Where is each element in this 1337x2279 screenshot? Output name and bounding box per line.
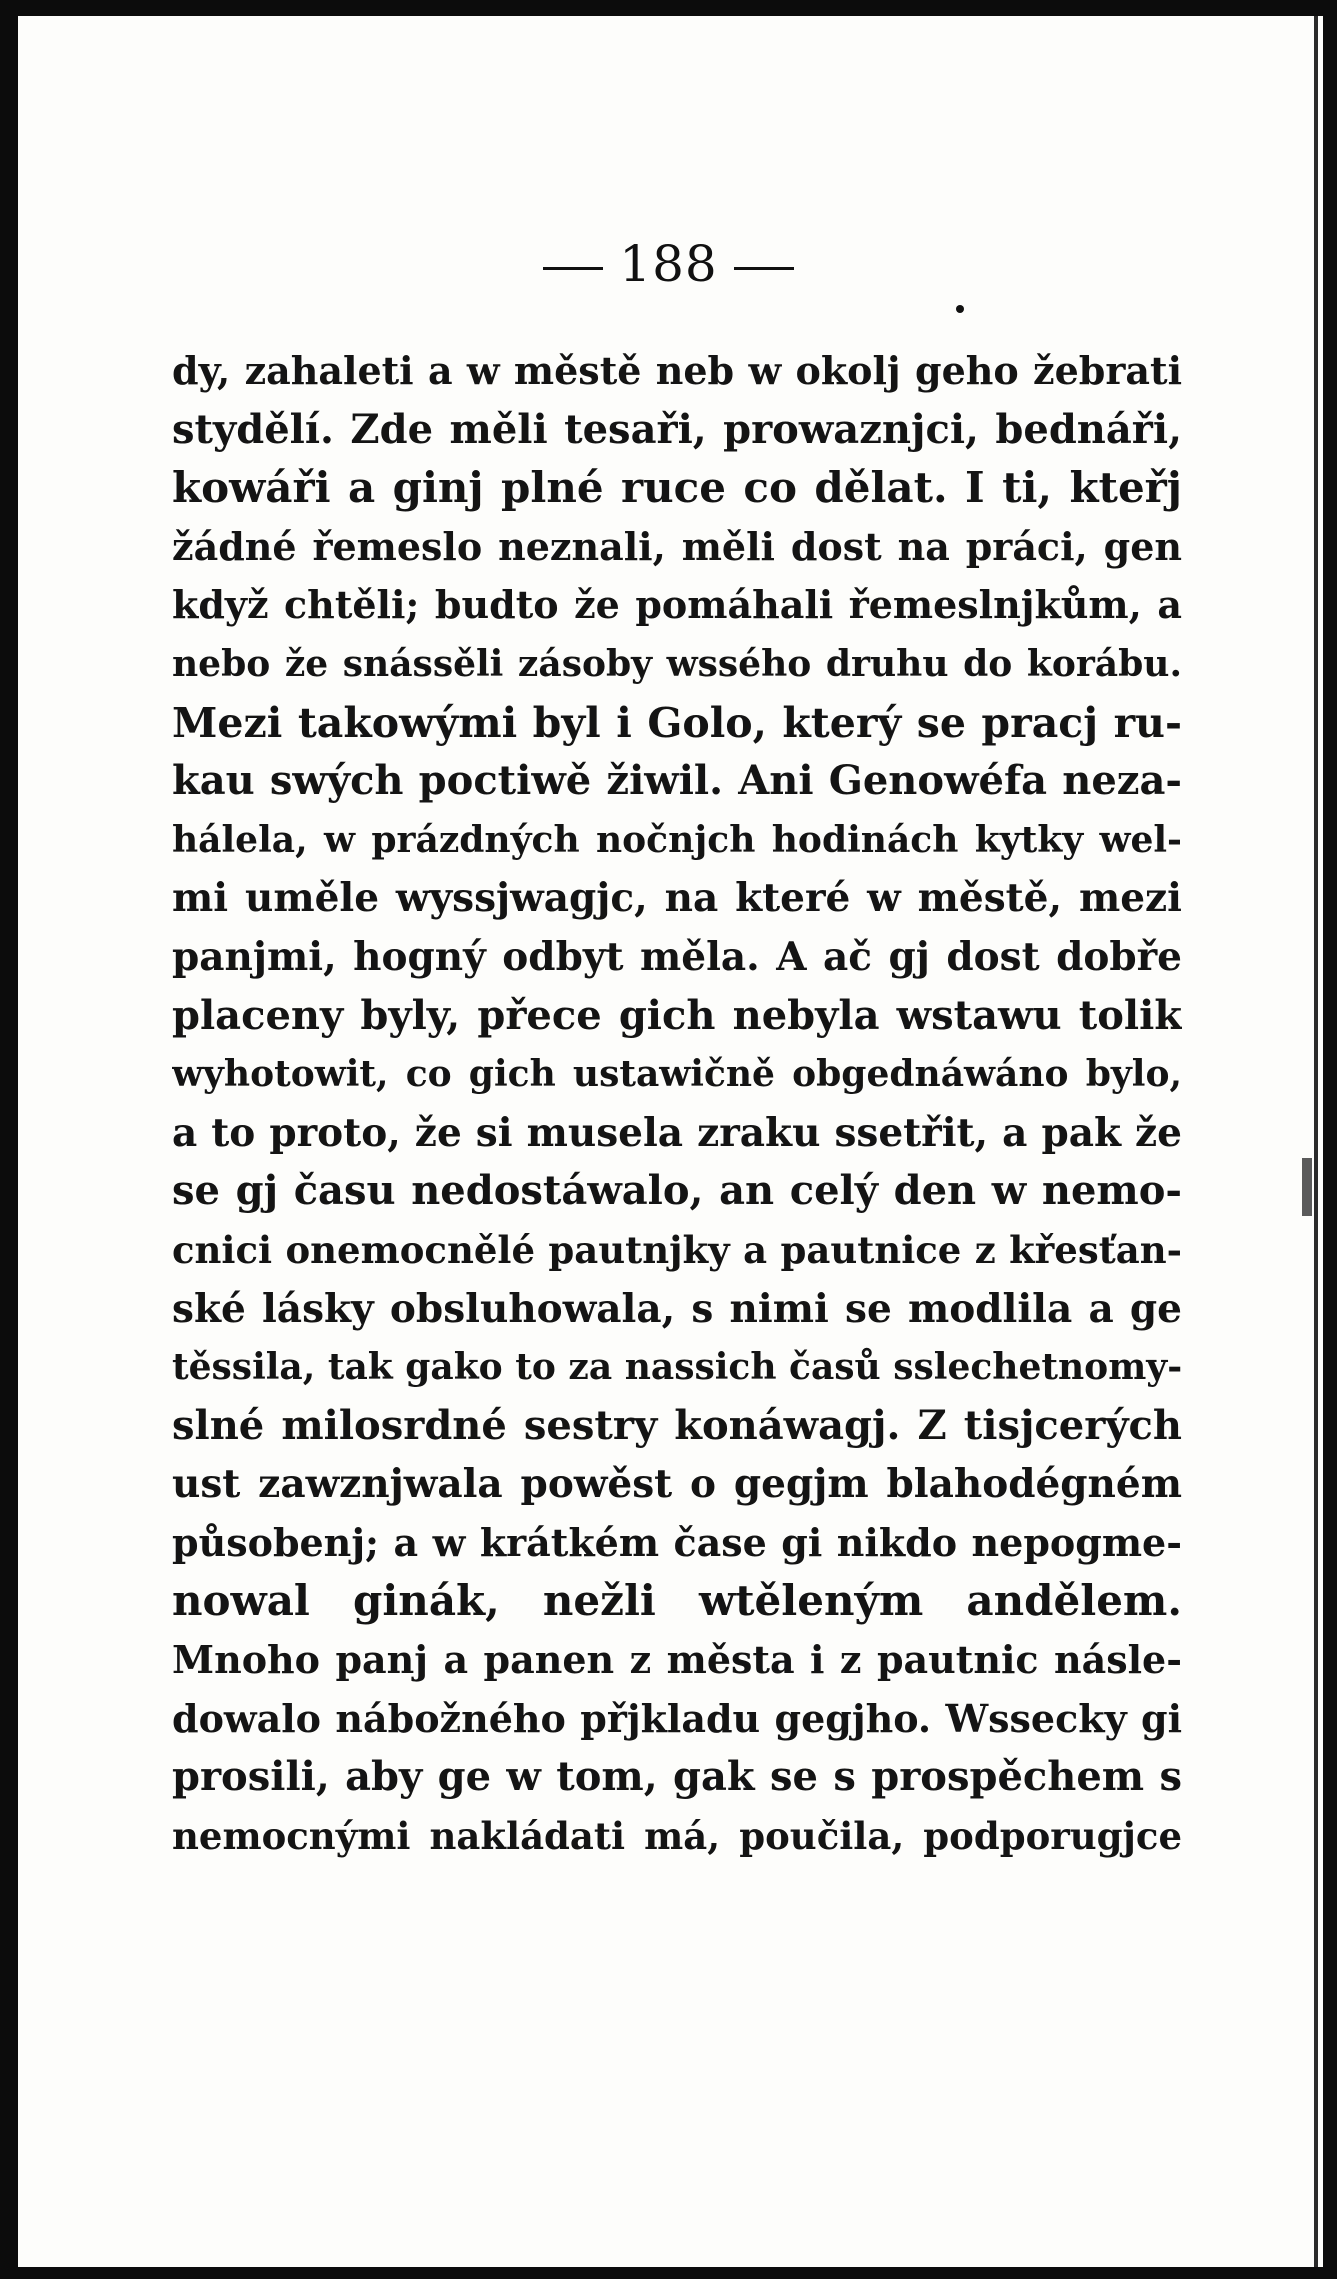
- text-line: kowáři a ginj plné ruce co dělat. I ti, kteřj: [172, 463, 1182, 513]
- text-line: panjmi, hogný odbyt měla. A ač gj dost dobře: [172, 933, 1182, 980]
- text-line: dowalo nábožného přjkladu gegjho. Wssecky gi: [172, 1695, 1182, 1741]
- text-line: žádné řemeslo neznali, měli dost na práci, gen: [172, 523, 1182, 569]
- page-edge-mark: [1302, 1158, 1312, 1216]
- text-line: Mnoho panj a panen z města i z pautnic násle-: [172, 1637, 1182, 1683]
- scan-border-right: [1323, 0, 1337, 2279]
- text-line: dy, zahaleti a w městě neb w okolj geho žebrati: [172, 348, 1182, 393]
- text-line: Mezi takowými byl i Golo, který se pracj ru-: [172, 698, 1182, 747]
- stray-dot-mark: [956, 305, 964, 313]
- body-paragraph: [172, 342, 1182, 1865]
- text-line: a to proto, že si musela zraku ssetřit, a pak že: [172, 1109, 1182, 1156]
- page-number-header: [0, 235, 1337, 293]
- text-line: mi uměle wyssjwagjc, na které w městě, mezi: [172, 875, 1182, 922]
- text-line: ust zawznjwala powěst o gegjm blahodégném: [172, 1461, 1182, 1508]
- text-line: těssila, tak gako to za nassich časů sslechetnomy-: [172, 1346, 1182, 1389]
- text-line: wyhotowit, co gich ustawičně obgednáwáno bylo,: [172, 1053, 1182, 1096]
- text-line: nebo že snássěli zásoby wssého druhu do korábu.: [172, 642, 1182, 685]
- text-line: nemocnými nakládati má, poučila, podporugjce: [172, 1813, 1182, 1858]
- text-line: když chtěli; budto že pomáhali řemeslnjkům, a: [172, 582, 1182, 628]
- text-line: ské lásky obsluhowala, s nimi se modlila a ge: [172, 1285, 1182, 1332]
- scan-border-top: [0, 0, 1337, 16]
- scan-border-bottom: [0, 2267, 1337, 2279]
- text-line: placeny byly, přece gich nebyla wstawu tolik: [172, 991, 1182, 1039]
- text-line: prosili, aby ge w tom, gak se s prospěchem s: [172, 1753, 1182, 1801]
- text-line: hálela, w prázdných nočnjch hodinách kytky wel-: [172, 818, 1182, 861]
- text-line: se gj času nedostáwalo, an celý den w nemo-: [172, 1167, 1182, 1215]
- text-line: stydělí. Zde měli tesaři, prowaznjci, bednáři,: [172, 405, 1182, 453]
- header-dash-left: [543, 267, 603, 270]
- text-line: kau swých poctiwě žiwil. Ani Genowéfa neza-: [172, 757, 1182, 805]
- header-dash-right: [734, 267, 794, 270]
- scan-border-left: [0, 0, 18, 2279]
- page-edge-rule: [1314, 16, 1318, 2267]
- text-line: cnici onemocnělé pautnjky a pautnice z křesťan-: [172, 1227, 1182, 1272]
- text-line: nowal ginák, nežli wtěleným andělem.: [172, 1576, 1182, 1626]
- text-line: působenj; a w krátkém čase gi nikdo nepogme-: [172, 1519, 1182, 1565]
- text-line: slné milosrdné sestry konáwagj. Z tisjcerých: [172, 1401, 1182, 1449]
- page-number: 188: [619, 235, 718, 293]
